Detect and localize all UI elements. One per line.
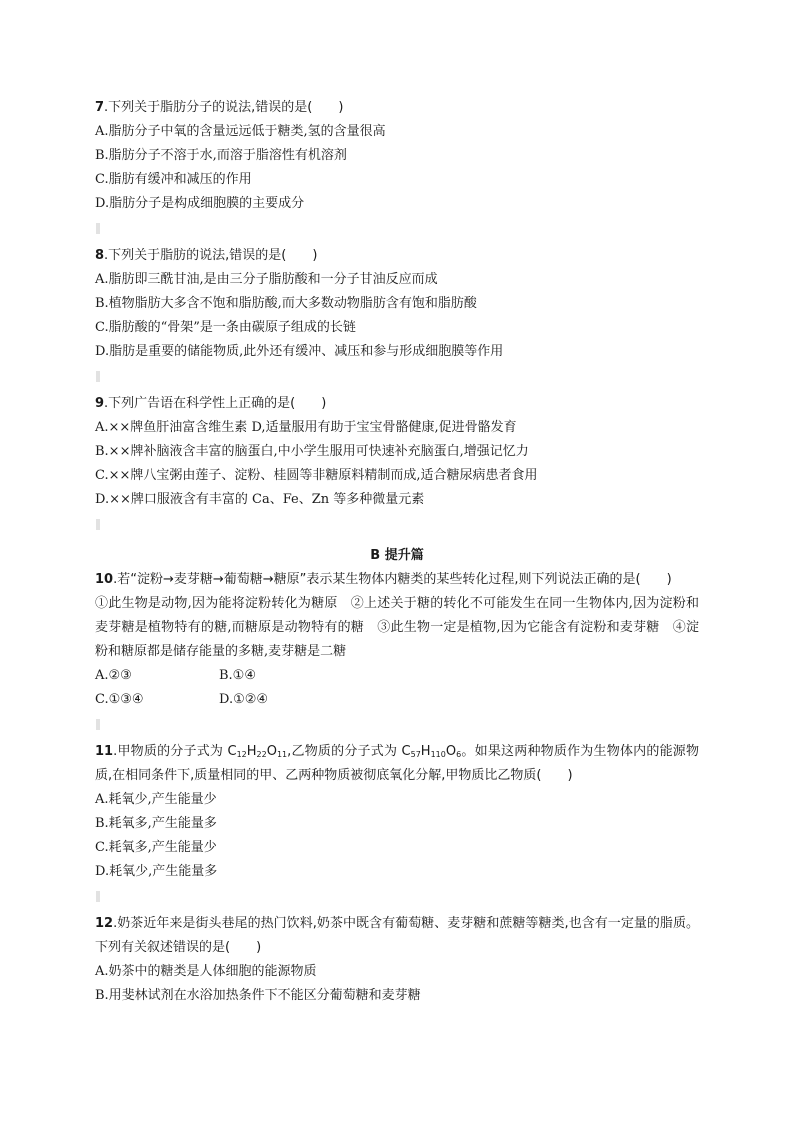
subscript: 22 — [256, 750, 267, 759]
subscript: 11 — [276, 750, 288, 759]
option: B.植物脂肪大多含不饱和脂肪酸,而大多数动物脂肪含有饱和脂肪酸 — [95, 296, 477, 311]
question-number: 11 — [95, 744, 114, 759]
option: C.①③④ — [95, 692, 144, 707]
option: B.耗氧多,产生能量多 — [95, 816, 217, 831]
answer-marker — [96, 891, 100, 902]
answer-marker — [96, 371, 100, 382]
subscript: 6 — [456, 750, 462, 759]
option: A.脂肪即三酰甘油,是由三分子脂肪酸和一分子甘油反应而成 — [95, 272, 438, 287]
option: A.耗氧少,产生能量少 — [95, 792, 217, 807]
question-number: 10 — [95, 572, 114, 587]
subscript: 57 — [410, 750, 421, 759]
question-7 — [95, 96, 699, 234]
question-stem — [95, 96, 699, 120]
stem-part: ,乙物质的分子式为 C — [287, 744, 411, 759]
element-symbol: O — [266, 744, 277, 759]
question-text: .若“淀粉→麦芽糖→葡萄糖→糖原”表示某生物体内糖类的某些转化过程,则下列说法正确的是( ) — [113, 572, 672, 587]
question-number: 7 — [95, 100, 105, 115]
element-symbol: H — [420, 744, 431, 759]
option: B.①④ — [219, 668, 256, 683]
option: B.××牌补脑液含丰富的脑蛋白,中小学生服用可快速补充脑蛋白,增强记忆力 — [95, 444, 529, 459]
subscript: 110 — [430, 750, 446, 759]
option: C.××牌八宝粥由莲子、淀粉、桂圆等非糖原料精制而成,适合糖尿病患者食用 — [95, 468, 538, 483]
question-8 — [95, 244, 699, 382]
question-text: .下列关于脂肪的说法,错误的是( ) — [104, 248, 318, 263]
option: C.耗氧多,产生能量少 — [95, 840, 217, 855]
option: A.脂肪分子中氧的含量远远低于糖类,氢的含量很高 — [95, 124, 386, 139]
question-statements: ①此生物是动物,因为能将淀粉转化为糖原 ②上述关于糖的转化不可能发生在同一生物体内,因为淀粉和麦芽糖是植物特有的糖,而糖原是动物特有的糖 ③此生物一定是植物,因为它能含有淀粉和麦芽糖 ④淀粉和糖原都是储存能量的多糖,麦芽糖是二糖 — [95, 596, 699, 659]
stem-part: 。如果这两种物质作为生物体内的能源物质,在相同条件下,质量相同的甲、乙两种物质被彻底氧化分解,甲物质比乙物质( ) — [95, 744, 699, 783]
stem-part: .甲物质的分子式为 C — [113, 744, 237, 759]
option: B.用斐林试剂在水浴加热条件下不能区分葡萄糖和麦芽糖 — [95, 988, 421, 1003]
question-stem — [95, 912, 699, 960]
option: D.耗氧少,产生能量多 — [95, 864, 218, 879]
question-10 — [95, 568, 699, 730]
options-row — [95, 664, 699, 688]
section-title: B 提升篇 — [370, 548, 424, 563]
option: A.××牌鱼肝油富含维生素 D,适量服用有助于宝宝骨骼健康,促进骨骼发育 — [95, 420, 517, 435]
question-12 — [95, 912, 699, 1008]
option: B.脂肪分子不溶于水,而溶于脂溶性有机溶剂 — [95, 148, 347, 163]
option: A.②③ — [95, 668, 132, 683]
question-stem — [95, 244, 699, 268]
question-11 — [95, 740, 699, 902]
element-symbol: O — [445, 744, 457, 759]
question-number: 9 — [95, 396, 105, 411]
option: C.脂肪有缓冲和减压的作用 — [95, 172, 252, 187]
question-number: 8 — [95, 248, 105, 263]
question-stem — [95, 568, 699, 592]
question-text: .下列广告语在科学性上正确的是( ) — [104, 396, 327, 411]
option: A.奶茶中的糖类是人体细胞的能源物质 — [95, 964, 317, 979]
question-text: .下列关于脂肪分子的说法,错误的是( ) — [104, 100, 344, 115]
question-stem — [95, 740, 699, 788]
answer-marker — [96, 223, 100, 234]
option: D.脂肪分子是构成细胞膜的主要成分 — [95, 196, 305, 211]
document-page — [95, 96, 699, 1008]
question-number: 12 — [95, 916, 114, 931]
option: D.××牌口服液含有丰富的 Ca、Fe、Zn 等多种微量元素 — [95, 492, 425, 507]
option: D.①②④ — [219, 692, 269, 707]
answer-marker — [96, 719, 100, 730]
question-9 — [95, 392, 699, 530]
question-text: .奶茶近年来是街头巷尾的热门饮料,奶茶中既含有葡萄糖、麦芽糖和蔗糖等糖类,也含有一定量的脂质。下列有关叙述错误的是( ) — [95, 916, 699, 955]
subscript: 12 — [236, 750, 247, 759]
option: D.脂肪是重要的储能物质,此外还有缓冲、减压和参与形成细胞膜等作用 — [95, 344, 504, 359]
element-symbol: H — [246, 744, 257, 759]
option: C.脂肪酸的“骨架”是一条由碳原子组成的长链 — [95, 320, 356, 335]
question-stem — [95, 392, 699, 416]
options-row — [95, 688, 699, 712]
answer-marker — [96, 519, 100, 530]
